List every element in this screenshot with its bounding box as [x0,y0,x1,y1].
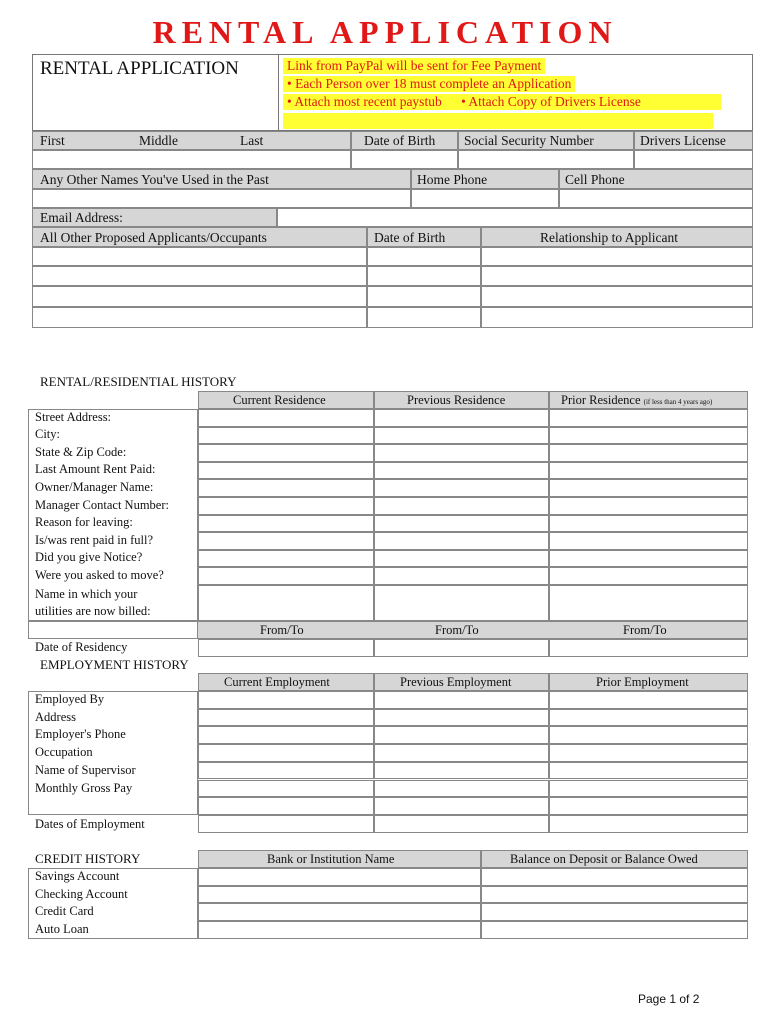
rental-row-label: Is/was rent paid in full? [35,532,154,547]
occupant-cell[interactable] [367,286,481,307]
home-phone-field[interactable] [411,189,559,208]
employment-input[interactable] [375,728,548,744]
relationship-label: Relationship to Applicant [540,230,678,245]
page-title: RENTAL APPLICATION [152,14,618,50]
home-phone-input[interactable] [412,190,558,207]
employment-cell[interactable] [374,709,549,727]
employment-input[interactable] [199,693,373,709]
occupant-input[interactable] [368,308,480,327]
employment-input[interactable] [375,781,548,797]
employment-cell[interactable] [374,691,549,709]
employment-input[interactable] [199,781,373,797]
credit-cell[interactable] [198,868,481,886]
rental-input[interactable] [375,428,548,444]
name-input[interactable] [33,151,350,168]
email-input[interactable] [278,209,752,226]
license-input[interactable] [635,151,752,168]
credit-cell[interactable] [198,886,481,904]
ssn-input[interactable] [459,151,633,168]
employment-input[interactable] [550,693,747,709]
employment-input[interactable] [199,746,373,762]
rental-cell[interactable] [374,409,549,427]
email-label: Email Address: [40,210,123,225]
employment-blank-input[interactable] [375,799,548,815]
rental-input[interactable] [550,499,747,515]
credit-col-balance-label: Balance on Deposit or Balance Owed [510,852,698,866]
rental-cell[interactable] [374,567,549,585]
emp-dates-current-field[interactable] [198,815,374,833]
emp-dates-prior-field[interactable] [549,815,748,833]
employment-row-label: Monthly Gross Pay [35,780,133,795]
employment-cell[interactable] [198,709,374,727]
rental-row-label: Reason for leaving: [35,515,133,530]
employment-cell[interactable] [198,691,374,709]
credit-row-label: Checking Account [35,886,128,901]
name-field[interactable] [32,150,351,169]
rental-row-label: Were you asked to move? [35,567,164,582]
employment-cell[interactable] [198,762,374,780]
occupant-dob-label: Date of Birth [374,230,446,245]
credit-input[interactable] [199,923,480,939]
rental-cell[interactable] [374,497,549,515]
employment-blank-cell[interactable] [549,797,748,815]
occupants-label: All Other Proposed Applicants/Occupants [40,230,267,245]
middle-label: Middle [139,133,178,148]
rental-cell[interactable] [374,515,549,533]
credit-cell[interactable] [481,903,748,921]
employment-input[interactable] [199,728,373,744]
rental-input[interactable] [550,534,747,550]
rental-cell[interactable] [549,444,748,462]
employment-cell[interactable] [198,726,374,744]
occupant-input[interactable] [33,287,366,306]
rental-cell[interactable] [374,462,549,480]
credit-row-label: Savings Account [35,869,120,883]
rental-cell[interactable] [198,497,374,515]
utilities-cell[interactable] [374,585,549,621]
rental-input[interactable] [199,552,373,568]
dob-input[interactable] [352,151,457,168]
occupant-input[interactable] [368,267,480,285]
rental-input[interactable] [375,569,548,585]
emp-col-current-label: Current Employment [224,675,330,689]
occupant-cell[interactable] [481,247,753,266]
rental-cell[interactable] [549,497,748,515]
occupant-input[interactable] [33,267,366,285]
occupant-cell[interactable] [367,307,481,328]
employment-cell[interactable] [549,709,748,727]
employment-heading: EMPLOYMENT HISTORY [40,657,189,672]
emp-dates-current-input[interactable] [199,817,373,833]
emp-dates-prior-input[interactable] [550,817,747,833]
occupant-input[interactable] [368,248,480,265]
header-label: RENTAL APPLICATION [40,58,239,79]
rental-cell[interactable] [549,567,748,585]
credit-input[interactable] [482,870,747,886]
rental-cell[interactable] [374,444,549,462]
rental-input[interactable] [375,499,548,515]
last-label: Last [240,133,264,148]
credit-row-label: Credit Card [35,904,94,919]
emp-col-prior-label: Prior Employment [596,675,689,689]
ssn-label: Social Security Number [464,133,594,148]
dob-label: Date of Birth [364,133,436,148]
credit-input[interactable] [199,870,480,886]
rental-input[interactable] [199,499,373,515]
rental-input[interactable] [375,411,548,427]
rental-row-label: Last Amount Rent Paid: [35,462,156,477]
rental-input[interactable] [550,446,747,462]
rental-cell[interactable] [374,532,549,550]
occupant-input[interactable] [482,248,752,265]
fromto-prior: From/To [623,623,667,637]
utilities-input[interactable] [199,586,373,620]
employment-input[interactable] [375,710,548,726]
credit-heading: CREDIT HISTORY [35,851,141,866]
employment-row-label: Name of Supervisor [35,762,136,777]
employment-cell[interactable] [374,780,549,798]
rental-row-label: State & Zip Code: [35,444,127,459]
rental-col-previous-label: Previous Residence [407,393,506,407]
employment-cell[interactable] [549,726,748,744]
employment-cell[interactable] [374,744,549,762]
other-names-field[interactable] [32,189,411,208]
utilities-cell[interactable] [549,585,748,621]
residency-previous-input[interactable] [375,641,548,657]
credit-input[interactable] [199,887,480,903]
employment-cell[interactable] [374,762,549,780]
utilities-label-1: Name in which your [35,587,138,601]
residency-label: Date of Residency [35,640,128,654]
rental-row-label: Owner/Manager Name: [35,479,154,494]
rental-cell[interactable] [374,427,549,445]
rental-cell[interactable] [549,462,748,480]
occupant-input[interactable] [368,287,480,306]
occupant-cell[interactable] [481,286,753,307]
rental-input[interactable] [550,516,747,532]
residency-prior-field[interactable] [549,639,748,657]
employment-blank-input[interactable] [199,799,373,815]
rental-input[interactable] [199,534,373,550]
other-names-input[interactable] [33,190,410,207]
employment-cell[interactable] [198,780,374,798]
employment-input[interactable] [199,710,373,726]
rental-input[interactable] [550,464,747,480]
occupant-cell[interactable] [32,286,367,307]
employment-input[interactable] [550,763,747,779]
header-divider [278,54,279,131]
rental-cell[interactable] [198,409,374,427]
employment-input[interactable] [375,763,548,779]
fromto-previous: From/To [435,623,479,637]
rental-col-prior-label [561,393,712,408]
rental-cell[interactable] [549,550,748,568]
rental-row-label: Street Address: [35,409,112,424]
utilities-input[interactable] [375,586,548,620]
credit-cell[interactable] [481,921,748,939]
emp-dates-previous-input[interactable] [375,817,548,833]
paystub-note [283,94,721,110]
employment-row-label: Occupation [35,745,93,760]
rental-cell[interactable] [198,532,374,550]
residency-current-input[interactable] [199,641,373,657]
email-field[interactable] [277,208,753,227]
credit-input[interactable] [199,905,480,921]
rental-cell[interactable] [198,567,374,585]
rental-input[interactable] [199,516,373,532]
credit-cell[interactable] [481,868,748,886]
rental-cell[interactable] [549,427,748,445]
employment-input[interactable] [375,746,548,762]
rental-input[interactable] [550,481,747,497]
occupant-cell[interactable] [32,266,367,286]
dob-field[interactable] [351,150,458,169]
ssn-field[interactable] [458,150,634,169]
occupant-cell[interactable] [367,266,481,286]
rental-col-current-label: Current Residence [233,393,326,407]
name-header [32,131,351,150]
cell-phone-label: Cell Phone [565,172,625,187]
emp-dates-label: Dates of Employment [35,817,145,831]
rental-row-label: Manager Contact Number: [35,497,169,512]
rental-input[interactable] [550,552,747,568]
occupant-input[interactable] [33,248,366,265]
rental-row-label: Did you give Notice? [35,550,143,565]
residency-prior-input[interactable] [550,641,747,657]
employment-input[interactable] [550,728,747,744]
rental-input[interactable] [199,569,373,585]
rental-cell[interactable] [549,479,748,497]
rental-input[interactable] [550,411,747,427]
employment-row-label: Employed By [35,692,105,706]
home-phone-label: Home Phone [417,172,488,187]
rental-input[interactable] [199,411,373,427]
cell-phone-field[interactable] [559,189,753,208]
emp-dates-previous-field[interactable] [374,815,549,833]
employment-cell[interactable] [549,780,748,798]
prior-residence-note: (if less than 4 years ago) [643,398,713,406]
rental-input[interactable] [375,534,548,550]
employment-row-label: Employer's Phone [35,727,126,742]
credit-col-bank-label: Bank or Institution Name [267,852,395,866]
rental-cell[interactable] [198,444,374,462]
utilities-cell[interactable] [198,585,374,621]
employment-blank-input[interactable] [550,799,747,815]
other-names-label: Any Other Names You've Used in the Past [40,172,269,187]
residency-previous-field[interactable] [374,639,549,657]
fromto-current: From/To [260,623,304,637]
cell-phone-input[interactable] [560,190,752,207]
employment-input[interactable] [550,781,747,797]
application-note: • Each Person over 18 must complete an Application [283,76,575,92]
rental-input[interactable] [375,446,548,462]
credit-cell[interactable] [198,903,481,921]
rental-cell[interactable] [198,515,374,533]
employment-cell[interactable] [374,726,549,744]
occupant-input[interactable] [33,308,366,327]
rental-input[interactable] [199,446,373,462]
credit-cell[interactable] [198,921,481,939]
rental-input[interactable] [199,481,373,497]
credit-cell[interactable] [481,886,748,904]
paypal-note: Link from PayPal will be sent for Fee Payment [283,58,545,74]
paystub-note-text: • Attach most recent paystub [287,94,442,109]
occupant-cell[interactable] [481,307,753,328]
fromto-label-cell [28,621,198,639]
rental-input[interactable] [375,516,548,532]
occupant-input[interactable] [482,308,752,327]
rental-input[interactable] [550,569,747,585]
occupant-input[interactable] [482,287,752,306]
prior-residence-text: Prior Residence [561,393,641,407]
rental-cell[interactable] [549,409,748,427]
utilities-label-2: utilities are now billed: [35,604,151,618]
residency-current-field[interactable] [198,639,374,657]
rental-cell[interactable] [374,550,549,568]
employment-input[interactable] [199,763,373,779]
license-label: Drivers License [640,133,726,148]
emp-col-previous-label: Previous Employment [400,675,512,689]
rental-cell[interactable] [198,479,374,497]
employment-cell[interactable] [549,762,748,780]
occupant-cell[interactable] [367,247,481,266]
rental-input[interactable] [550,428,747,444]
rental-input[interactable] [199,464,373,480]
employment-cell[interactable] [549,744,748,762]
rental-cell[interactable] [198,462,374,480]
rental-input[interactable] [199,428,373,444]
occupant-cell[interactable] [32,247,367,266]
credit-input[interactable] [482,923,747,939]
first-label: First [40,133,65,148]
rental-cell[interactable] [198,427,374,445]
credit-input[interactable] [482,905,747,921]
rental-cell[interactable] [374,479,549,497]
occupant-cell[interactable] [481,266,753,286]
rental-input[interactable] [375,464,548,480]
employment-input[interactable] [550,746,747,762]
rental-input[interactable] [375,552,548,568]
utilities-input[interactable] [550,586,747,620]
rental-cell[interactable] [549,515,748,533]
employment-input[interactable] [375,693,548,709]
employment-input[interactable] [550,710,747,726]
page-number: Page 1 of 2 [638,992,700,1006]
employment-row-label: Address [35,709,76,724]
highlight-fill [283,113,713,129]
credit-row-label: Auto Loan [35,922,89,937]
employment-cell[interactable] [549,691,748,709]
rental-cell[interactable] [198,550,374,568]
rental-cell[interactable] [549,532,748,550]
employment-blank-cell[interactable] [374,797,549,815]
license-field[interactable] [634,150,753,169]
employment-blank-cell[interactable] [198,797,374,815]
occupant-cell[interactable] [32,307,367,328]
credit-input[interactable] [482,887,747,903]
occupant-input[interactable] [482,267,752,285]
license-note-text: • Attach Copy of Drivers License [461,94,641,109]
employment-cell[interactable] [198,744,374,762]
rental-input[interactable] [375,481,548,497]
rental-history-heading: RENTAL/RESIDENTIAL HISTORY [40,374,237,389]
rental-row-label: City: [35,427,61,442]
